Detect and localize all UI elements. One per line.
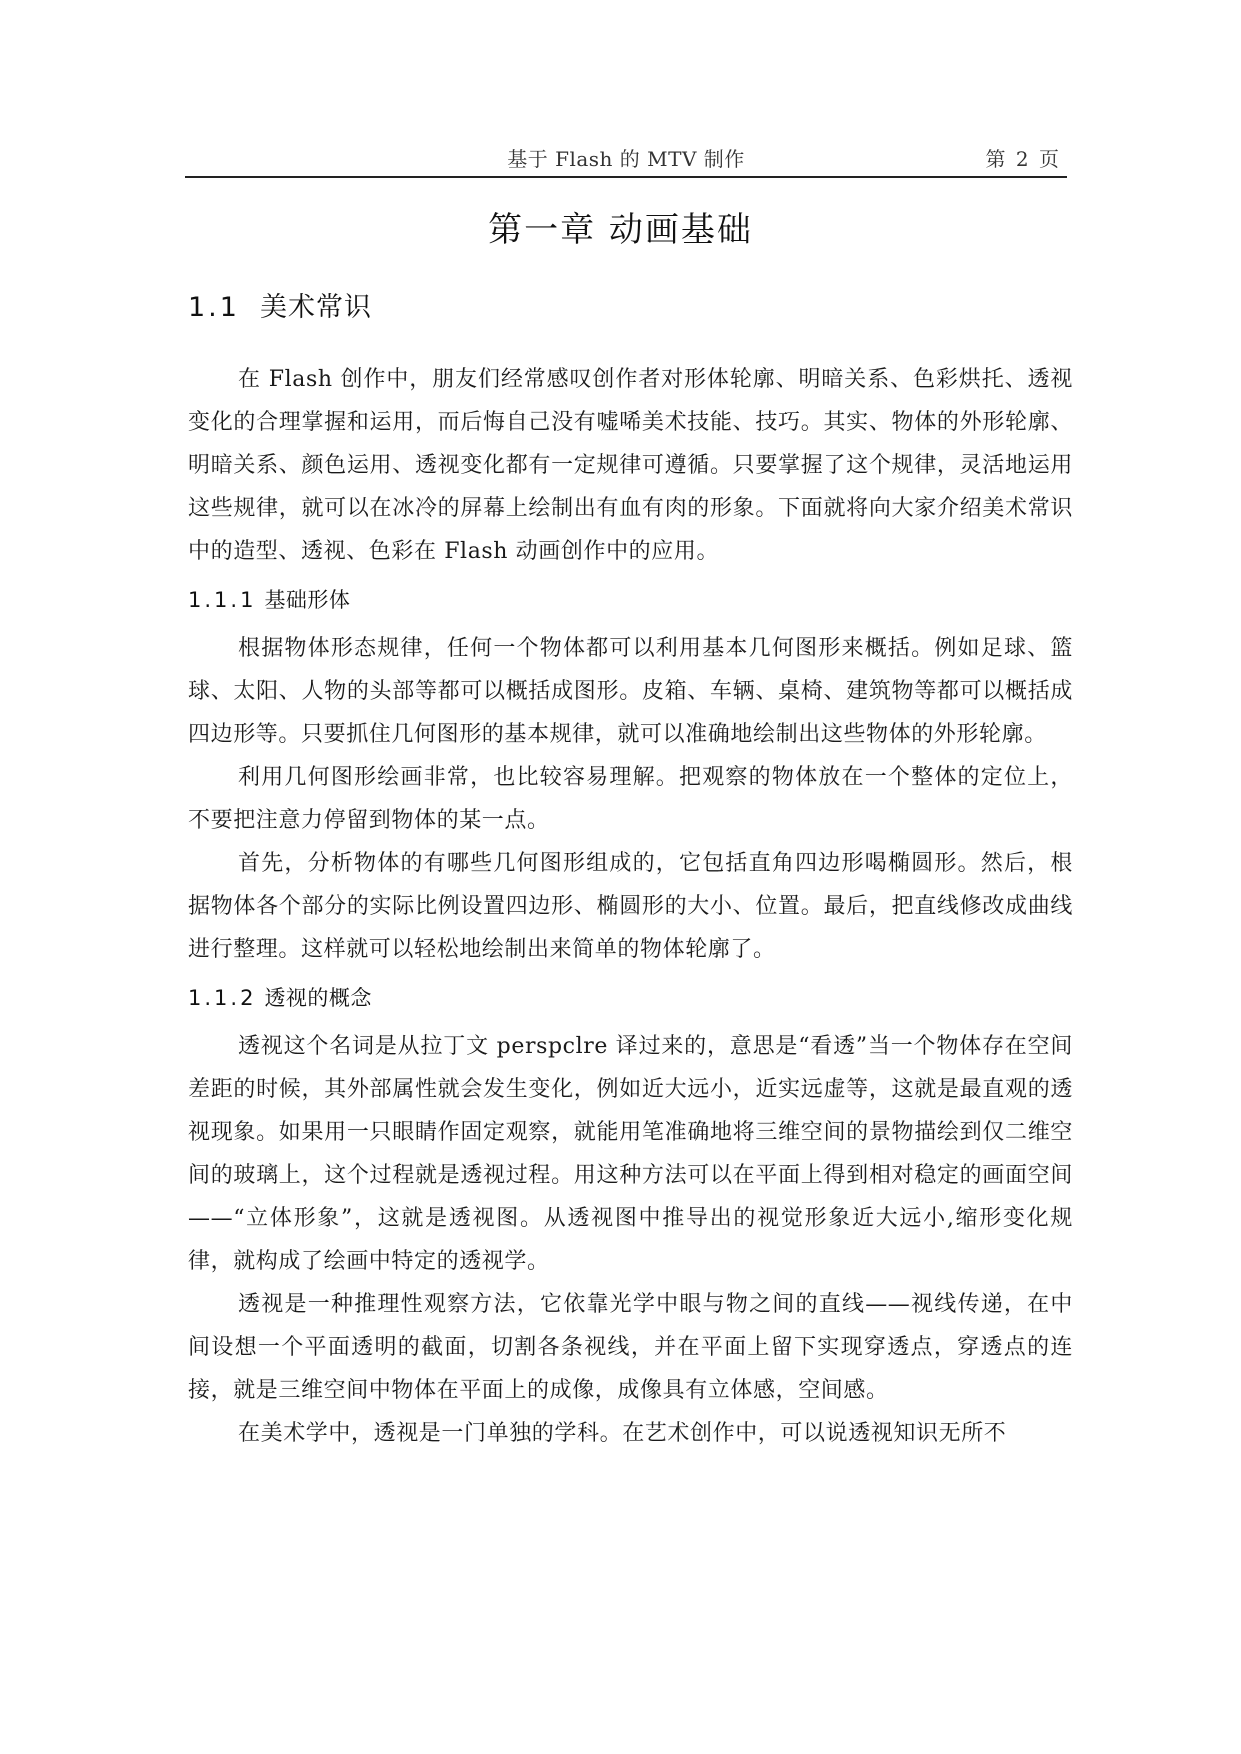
paragraph: 根据物体形态规律，任何一个物体都可以利用基本几何图形来概括。例如足球、篮球、太阳、人物的头部等都可以概括成图形。皮箱、车辆、桌椅、建筑物等都可以概括成四边形等。只要抓住几何图形的基本规律，就可以准确地绘制出这些物体的外形轮廓。 bbox=[188, 636, 1073, 747]
paragraph: 在美术学中，透视是一门单独的学科。在艺术创作中，可以说透视知识无所不 bbox=[238, 1421, 1007, 1446]
subsection-heading-1-1-2 bbox=[188, 983, 1073, 1013]
paragraph: 透视这个名词是从拉丁文 perspclre 译过来的，意思是“看透”当一个物体存在空间差距的时候，其外部属性就会发生变化，例如近大远小，近实远虚等，这就是最直观的透视现象。如果用一只眼睛作固定观察，就能用笔准确地将三维空间的景物描绘到仅二维空间的玻璃上，这个过程就是透视过程。用这种方法可以在平面上得到相对稳定的画面空间——“立体形象”，这就是透视图。从透视图中推导出的视觉形象近大远小,缩形变化规律，就构成了绘画中特定的透视学。 bbox=[188, 1034, 1073, 1274]
paragraph: 在 Flash 创作中，朋友们经常感叹创作者对形体轮廓、明暗关系、色彩烘托、透视变化的合理掌握和运用，而后悔自己没有嘘唏美术技能、技巧。其实、物体的外形轮廓、明暗关系、颜色运用、透视变化都有一定规律可遵循。只要掌握了这个规律，灵活地运用这些规律，就可以在冰冷的屏幕上绘制出有血有肉的形象。下面就将向大家介绍美术常识中的造型、透视、色彩在 Flash 动画创作中的应用。 bbox=[188, 367, 1073, 564]
running-header bbox=[185, 146, 1067, 178]
header-page-number: 第 2 页 bbox=[985, 147, 1061, 171]
header-title: 基于 Flash 的 MTV 制作 bbox=[507, 147, 745, 171]
chapter-title: 第一章 动画基础 bbox=[488, 210, 753, 250]
section-number: 1.1 bbox=[188, 292, 240, 323]
subsection-number: 1.1.1 bbox=[188, 588, 257, 612]
paragraph: 首先，分析物体的有哪些几何图形组成的，它包括直角四边形喝椭圆形。然后，根据物体各个部分的实际比例设置四边形、椭圆形的大小、位置。最后，把直线修改成曲线进行整理。这样就可以轻松地绘制出来简单的物体轮廓了。 bbox=[188, 851, 1073, 962]
section-title: 美术常识 bbox=[260, 292, 372, 323]
body-content bbox=[188, 290, 1073, 1455]
subsection-title: 基础形体 bbox=[264, 588, 351, 612]
subsection-title: 透视的概念 bbox=[264, 986, 372, 1010]
subsection-number: 1.1.2 bbox=[188, 986, 257, 1010]
paragraph: 透视是一种推理性观察方法，它依靠光学中眼与物之间的直线——视线传递，在中间设想一个平面透明的截面，切割各条视线，并在平面上留下实现穿透点，穿透点的连接，就是三维空间中物体在平面上的成像，成像具有立体感，空间感。 bbox=[188, 1292, 1073, 1403]
subsection-heading-1-1-1 bbox=[188, 585, 1073, 615]
paragraph: 利用几何图形绘画非常，也比较容易理解。把观察的物体放在一个整体的定位上，不要把注意力停留到物体的某一点。 bbox=[188, 765, 1073, 833]
section-heading-1-1 bbox=[188, 290, 1073, 326]
